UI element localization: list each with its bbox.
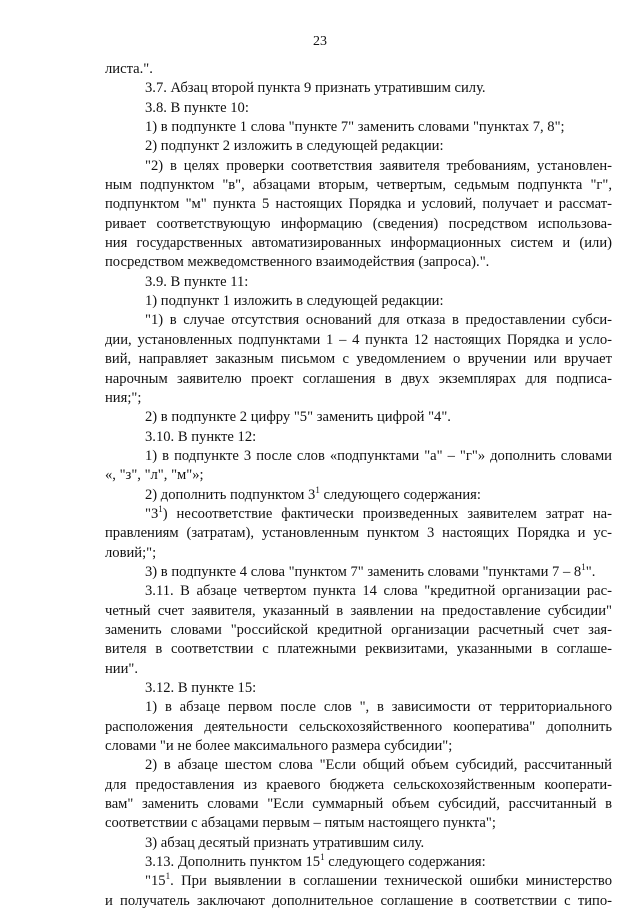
text-line-content: подпунктом "м" пункта 5 настоящих Порядка и условий, получает и рассмат- [105,196,612,213]
text-line [105,892,612,911]
text-line-content: 2) в подпункте 2 цифру "5" заменить цифрой "4". [145,409,451,426]
text-line-content: ным подпунктом "в", абзацами вторым, четвертым, седьмым подпункта "г", [105,177,612,194]
text-line [105,350,612,369]
text-line-content: дии, установленных подпунктами 1 – 4 пункта 12 настоящих Порядка и усло- [105,331,612,348]
text-line-continuation: ) несоответствие фактически произведенных заявителем затрат на- [162,505,612,522]
text-line-content: листа.". [105,61,153,77]
text-line [105,660,612,679]
text-line-content: вий, направляет заказным письмом с уведомлением о вручении или вручает [105,351,612,368]
text-line-content: "3 [145,505,159,522]
text-line-content: 2) дополнить подпунктом 3 [145,486,316,503]
text-line-content: 2) в абзаце шестом слова "Если общий объем субсидий, рассчитанный [145,757,612,774]
superscript: 1 [315,484,320,495]
text-line [105,99,612,118]
text-line-content: 3.8. В пункте 10: [145,99,249,116]
text-line-content: 3.7. Абзац второй пункта 9 признать утратившим силу. [145,80,486,97]
text-line [105,640,612,659]
text-line [105,776,612,795]
text-line-content: 2) подпункт 2 изложить в следующей редакции: [145,138,444,155]
text-line-content: «, "з", "л", "м"»; [105,467,204,484]
text-line [105,79,612,98]
text-line [105,466,612,485]
text-line [105,679,612,698]
text-line-content: посредством межведомственного взаимодействия (запроса).". [105,254,490,271]
text-line [105,447,612,466]
text-line [105,698,612,717]
text-line-content: 1) в подпункте 1 слова "пункте 7" заменить словами "пунктах 7, 8"; [145,119,565,136]
text-line [105,853,612,872]
text-line-content: ния государственных автоматизированных информационных систем и (или) [105,235,612,252]
text-line [105,137,612,156]
text-line [105,292,612,311]
text-line [105,215,612,234]
text-line [105,157,612,176]
text-line-continuation: ". [585,563,596,580]
text-line [105,60,612,79]
text-line-content: 3.11. В абзаце четвертом пункта 14 слова "кредитной организации рас- [145,583,612,600]
page-number: 23 [313,34,327,49]
text-line-content: и получатель заключают дополнительное соглашение в соответствии с типо- [105,892,612,909]
text-line-content: соответствии с абзацами первым – пятым настоящего пункта"; [105,815,496,832]
text-line-content: 3) в подпункте 4 слова "пунктом 7" заменить словами "пунктами 7 – 8 [145,563,582,580]
text-line [105,195,612,214]
text-line-continuation: . При выявлении в соглашении технической ошибки министерство [170,873,612,890]
text-line [105,428,612,447]
text-line-content: нарочным заявителю проект соглашения в двух экземплярах для подписа- [105,370,612,387]
superscript: 1 [165,872,171,882]
text-line-content: 1) в абзаце первом после слов ", в зависимости от территориального [145,699,612,716]
superscript: 1 [320,852,325,863]
text-line-content: четный счет заявителя, указанный в заявлении на предоставление субсидии" [105,602,612,619]
text-line [105,795,612,814]
text-line-content: заменить словами "российской кредитной организации расчетный счет зая- [105,621,612,638]
text-line [105,486,612,505]
superscript: 1 [581,561,586,572]
text-line [105,253,612,272]
text-line [105,602,612,621]
text-line-content: правлениям (затратам), установленным пунктом 3 настоящих Порядка и ус- [105,525,612,542]
text-line-content: расположения деятельности сельскохозяйственного кооператива" дополнить [105,718,612,735]
text-line-content: 3.12. В пункте 15: [145,680,257,696]
text-line-content: ловий;"; [105,544,157,561]
text-line-content: ния;"; [105,389,142,406]
text-line [105,234,612,253]
text-line-continuation: следующего содержания: [319,486,481,503]
text-line [105,311,612,330]
text-line-content: нии". [105,660,139,677]
text-line-content: "2) в целях проверки соответствия заявителя требованиям, установлен- [145,157,612,174]
text-line [105,621,612,640]
text-line-content: 1) в подпункте 3 после слов «подпунктами "а" – "г"» дополнить словами [145,447,612,464]
text-line-content: 3) абзац десятый признать утратившим силу. [145,834,425,851]
text-line [105,872,612,891]
document-body [105,60,612,911]
text-line [105,756,612,775]
text-line-content: словами "и не более максимального размера субсидии"; [105,738,453,755]
text-line [105,834,612,853]
text-line [105,273,612,292]
text-line-content: для предоставления из краевого бюджета сельскохозяйственным кооперати- [105,776,612,793]
text-line-content: 3.9. В пункте 11: [145,273,249,290]
text-line-continuation: следующего содержания: [324,854,486,871]
text-line-content: 3.13. Дополнить пунктом 15 [145,854,321,871]
superscript: 1 [158,504,163,514]
text-line-content: ривает соответствующую информацию (сведения) посредством использова- [105,215,612,232]
text-line-content: вителя в соответствии с платежными реквизитами, указанными в соглаше- [105,641,612,658]
text-line-content: "1) в случае отсутствия оснований для отказа в предоставлении субси- [145,312,612,329]
text-line [105,505,612,524]
text-line [105,370,612,389]
text-line [105,563,612,582]
text-line-content: 1) подпункт 1 изложить в следующей редакции: [145,293,444,310]
text-line-content: "15 [145,873,166,890]
text-line [105,389,612,408]
text-line [105,331,612,350]
text-line [105,408,612,427]
text-line-content: 3.10. В пункте 12: [145,428,257,445]
text-line [105,814,612,833]
text-line [105,718,612,737]
text-line [105,118,612,137]
text-line [105,524,612,543]
text-line [105,544,612,563]
text-line [105,176,612,195]
text-line-content: вам" заменить словами "Если суммарный объем субсидий, рассчитанный в [105,796,612,813]
text-line [105,737,612,756]
text-line [105,582,612,601]
